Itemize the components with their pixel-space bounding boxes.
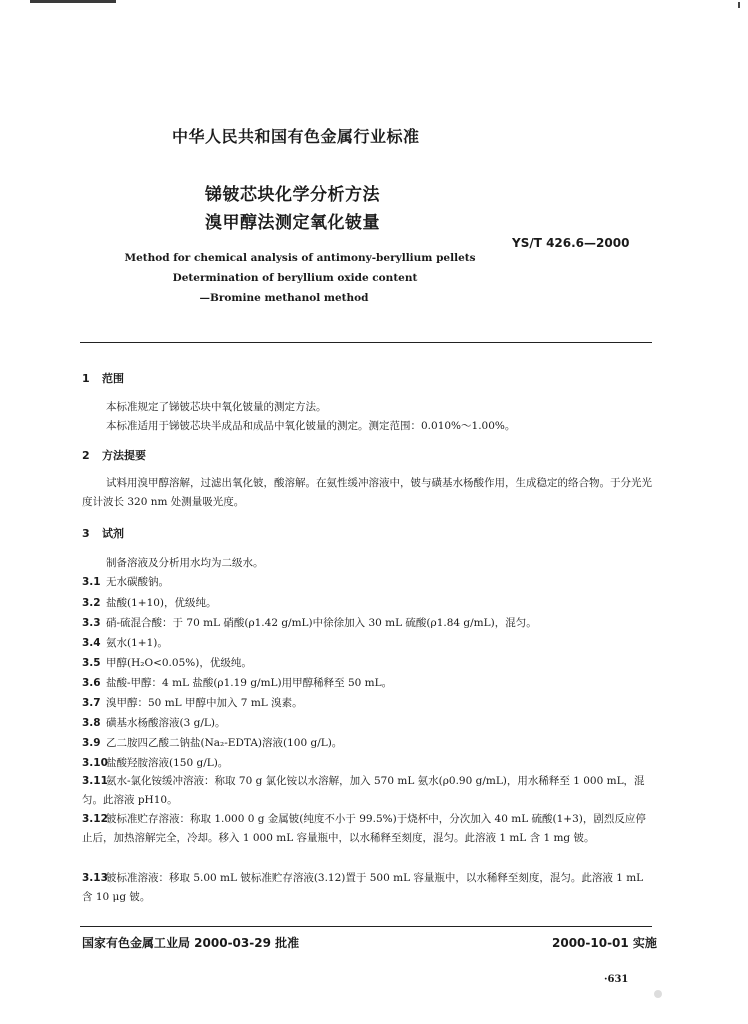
section-title: 试剂 [102,527,124,540]
section-number: 1 [82,372,90,385]
reagent-item: 3.10盐酸羟胺溶液(150 g/L)。 [82,757,229,769]
section-title: 方法提要 [102,449,146,462]
section-1-paragraph-2: 本标准适用于锑铍芯块半成品和成品中氧化铍量的测定。测定范围：0.010%～1.00%。 [106,420,516,432]
page-number: ·631 [604,974,629,985]
scan-mark-edge [738,2,740,8]
header-divider [80,342,652,343]
publisher-heading: 中华人民共和国有色金属行业标准 [172,127,420,146]
title-en-line-3: —Bromine methanol method [199,292,369,304]
section-2-paragraph: 试料用溴甲醇溶解，过滤出氧化铍，酸溶解。在氨性缓冲溶液中，铍与磺基水杨酸作用，生成稳定的络合物。于分光光度计波长 320 nm 处测量吸光度。 [82,477,652,508]
reagent-item: 3.12铍标准贮存溶液：称取 1.000 0 g 金属铍(纯度不小于 99.5%)于烧杯中，分次加入 40 mL 硫酸(1+3)，剧烈反应停止后，加热溶解完全，冷却。移入 1 000 mL 容量瓶中，以水稀释至刻度，混匀。此溶液 1 mL 含 1 mg 铍。 [82,813,646,844]
scan-mark-top [30,0,116,3]
standard-number: YS/T 426.6—2000 [512,236,630,250]
reagent-item: 3.3 硝-硫混合酸：于 70 mL 硝酸(ρ1.42 g/mL)中徐徐加入 30 mL 硫酸(ρ1.84 g/mL)，混匀。 [82,617,537,629]
footer-divider [80,926,652,927]
implementation-date: 2000-10-01 实施 [552,936,657,950]
title-en-line-1: Method for chemical analysis of antimony-beryllium pellets [124,252,476,264]
section-3-intro: 制备溶液及分析用水均为二级水。 [106,557,264,569]
reagent-item: 3.5 甲醇(H₂O<0.05%)，优级纯。 [82,657,252,669]
reagent-item: 3.13铍标准溶液：移取 5.00 mL 铍标准贮存溶液(3.12)置于 500 mL 容量瓶中，以水稀释至刻度，混匀。此溶液 1 mL 含 10 μg 铍。 [82,872,644,903]
title-cn-line-1: 锑铍芯块化学分析方法 [205,185,380,205]
reagent-item: 3.4 氨水(1+1)。 [82,637,168,649]
section-3-heading [82,525,124,541]
section-number: 3 [82,527,90,540]
section-title: 范围 [102,372,124,385]
approval-date: 国家有色金属工业局 2000-03-29 批准 [82,936,300,950]
section-1-paragraph-1: 本标准规定了锑铍芯块中氧化铍量的测定方法。 [106,401,327,413]
reagent-item: 3.7 溴甲醇：50 mL 甲醇中加入 7 mL 溴素。 [82,697,303,709]
section-2-heading [82,447,146,463]
reagent-item: 3.8 磺基水杨酸溶液(3 g/L)。 [82,717,226,729]
scan-smudge [654,990,662,998]
reagent-item: 3.11氨水-氯化铵缓冲溶液：称取 70 g 氯化铵以水溶解，加入 570 mL 氨水(ρ0.90 g/mL)，用水稀释至 1 000 mL，混匀。此溶液 pH10。 [82,775,645,806]
reagent-item: 3.1 无水碳酸钠。 [82,576,169,588]
title-en-line-2: Determination of beryllium oxide content [172,272,418,284]
section-1-heading [82,370,124,386]
title-cn-line-2: 溴甲醇法测定氧化铍量 [205,213,380,233]
reagent-item: 3.2 盐酸(1+10)，优级纯。 [82,597,217,609]
reagent-item: 3.6 盐酸-甲醇：4 mL 盐酸(ρ1.19 g/mL)用甲醇稀释至 50 mL。 [82,677,393,689]
section-number: 2 [82,449,90,462]
reagent-item: 3.9 乙二胺四乙酸二钠盐(Na₂-EDTA)溶液(100 g/L)。 [82,737,343,749]
